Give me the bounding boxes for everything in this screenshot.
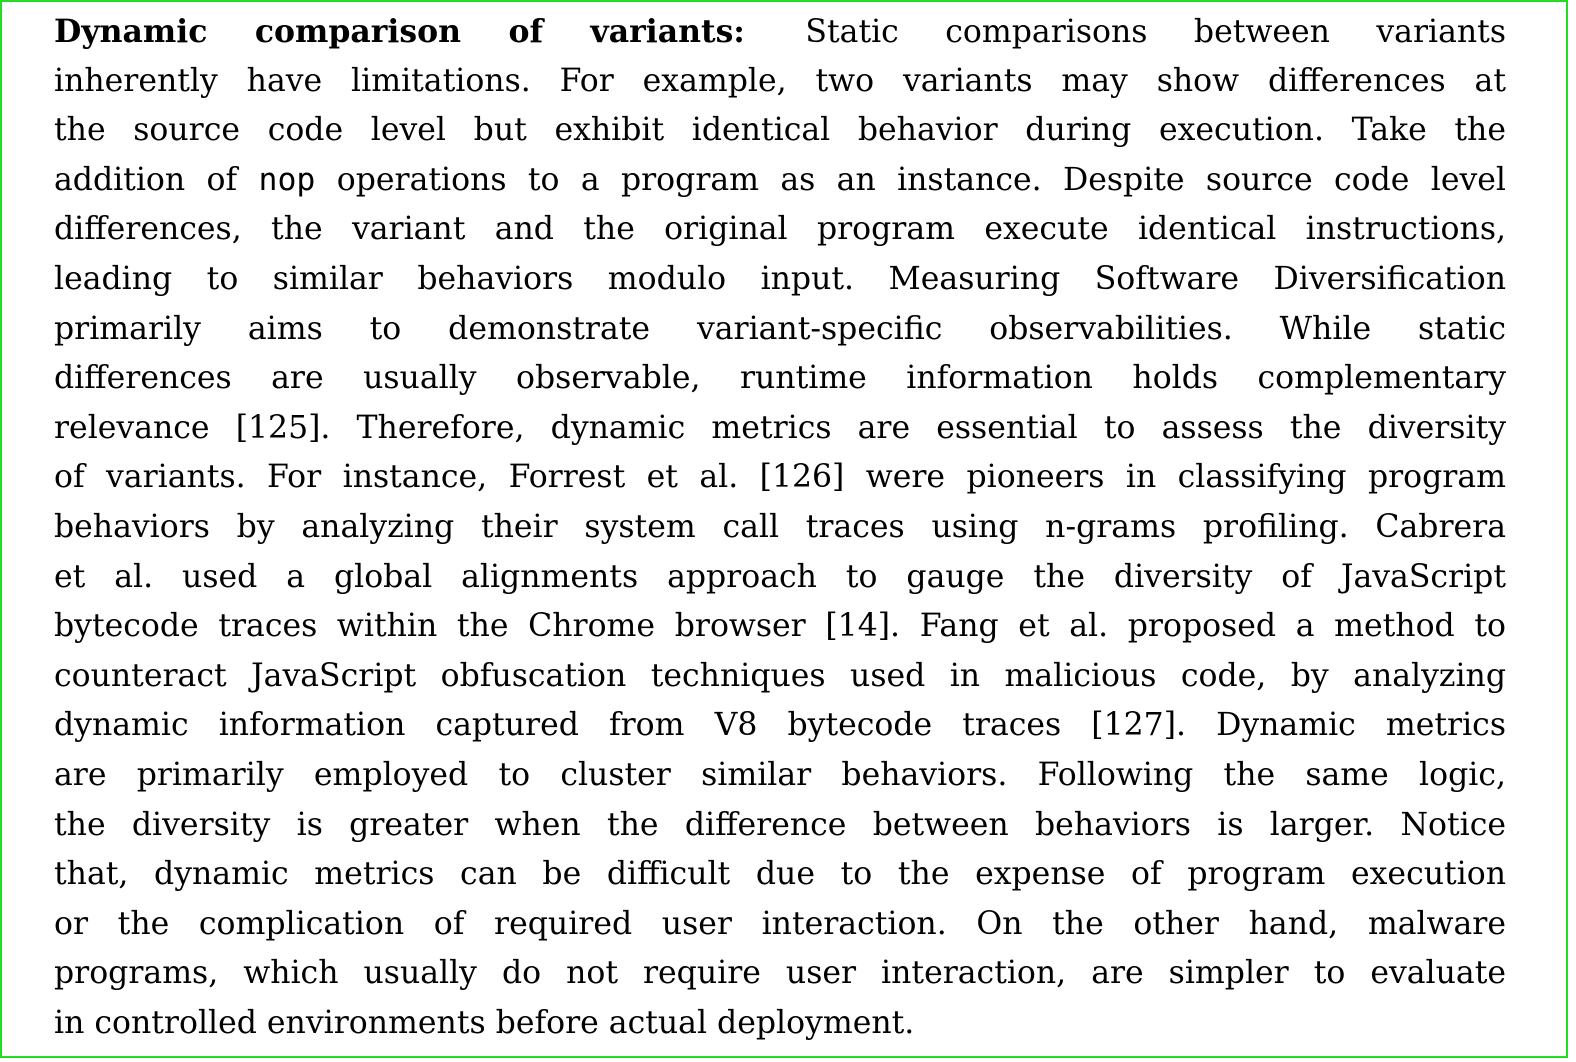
text-line <box>54 156 1506 206</box>
text-line: relevance [125]. Therefore, dynamic metrics are essential to assess the diversity <box>54 409 1506 446</box>
text-line: dynamic information captured from V8 bytecode traces [127]. Dynamic metrics <box>54 707 1506 744</box>
paragraph-heading: Dynamic comparison of variants: <box>54 13 745 50</box>
text-line: counteract JavaScript obfuscation techniques used in malicious code, by analyzing <box>54 657 1506 694</box>
line-text: addition of <box>54 161 238 198</box>
text-line: in controlled environments before actual deployment. <box>54 1004 915 1041</box>
text-line <box>54 7 1506 57</box>
text-line: bytecode traces within the Chrome browser [14]. Fang et al. proposed a method to <box>54 608 1506 645</box>
text-line: the source code level but exhibit identical behavior during execution. Take the <box>54 112 1506 149</box>
text-line: the diversity is greater when the difference between behaviors is larger. Notice <box>54 806 1506 843</box>
text-line: differences, the variant and the original program execute identical instructions, <box>54 211 1506 248</box>
text-line: are primarily employed to cluster similar behaviors. Following the same logic, <box>54 756 1506 793</box>
text-line: leading to similar behaviors modulo input. Measuring Software Diversification <box>54 260 1506 297</box>
text-line: differences are usually observable, runtime information holds complementary <box>54 360 1506 397</box>
text-line: primarily aims to demonstrate variant-specific observabilities. While static <box>54 310 1506 347</box>
body-paragraph <box>54 7 1506 1048</box>
code-term: nop <box>258 161 316 198</box>
text-line: programs, which usually do not require user interaction, are simpler to evaluate <box>54 955 1506 992</box>
text-line: or the complication of required user interaction. On the other hand, malware <box>54 905 1506 942</box>
line-text: operations to a program as an instance. Despite source code level <box>336 161 1506 198</box>
text-line: inherently have limitations. For example, two variants may show differences at <box>54 62 1506 99</box>
line-text: Static comparisons between variants <box>805 14 1506 50</box>
text-line: behaviors by analyzing their system call traces using n-grams profiling. Cabrera <box>54 508 1506 545</box>
text-line: et al. used a global alignments approach to gauge the diversity of JavaScript <box>54 558 1506 595</box>
text-line: that, dynamic metrics can be difficult due to the expense of program execution <box>54 856 1506 893</box>
text-line: of variants. For instance, Forrest et al. [126] were pioneers in classifying program <box>54 459 1506 496</box>
